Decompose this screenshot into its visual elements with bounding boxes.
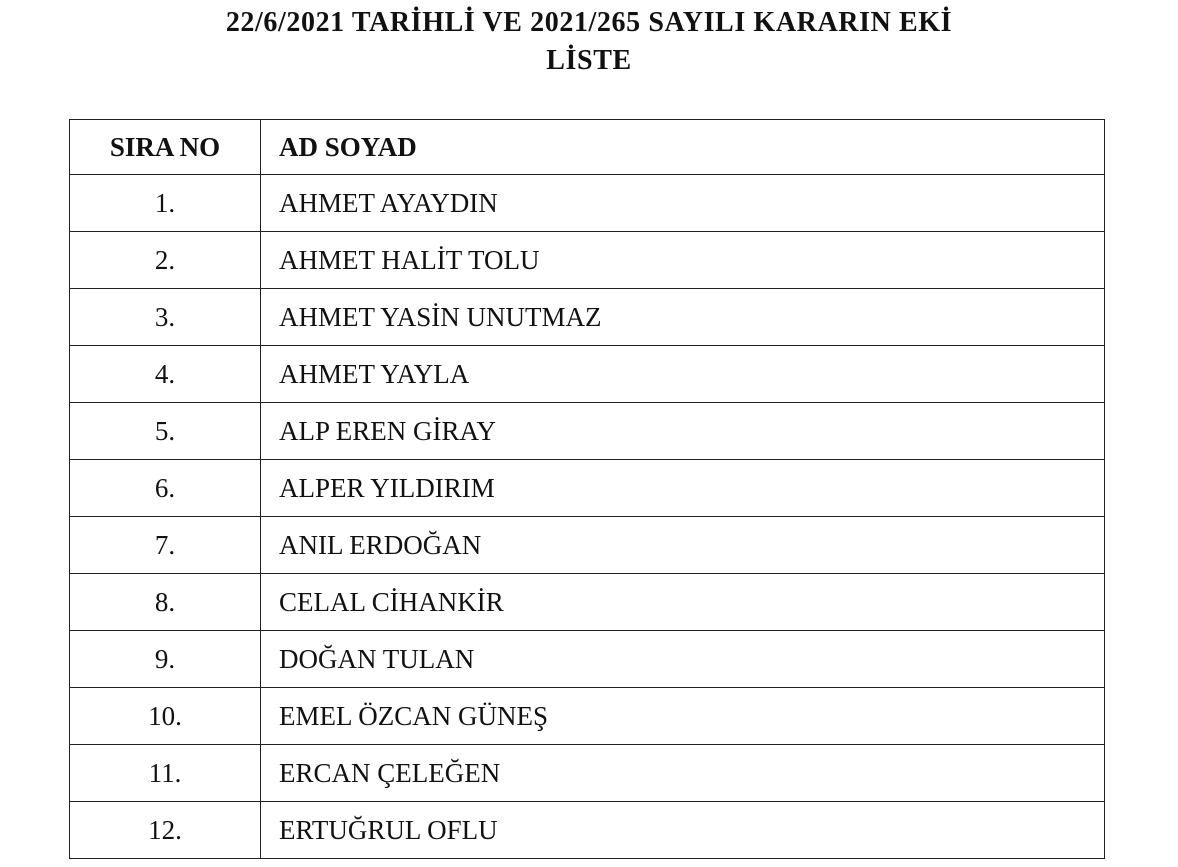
row-name: AHMET YASİN UNUTMAZ [261, 289, 1105, 346]
table-row [70, 574, 1105, 631]
row-number: 1. [70, 175, 261, 232]
table-row [70, 232, 1105, 289]
row-number: 10. [70, 688, 261, 745]
row-name: ERCAN ÇELEĞEN [261, 745, 1105, 802]
row-number: 5. [70, 403, 261, 460]
table-header-row [70, 120, 1105, 175]
row-name: AHMET AYAYDIN [261, 175, 1105, 232]
row-number: 4. [70, 346, 261, 403]
row-number: 2. [70, 232, 261, 289]
row-number: 9. [70, 631, 261, 688]
row-name: CELAL CİHANKİR [261, 574, 1105, 631]
row-number: 3. [70, 289, 261, 346]
table-row [70, 688, 1105, 745]
row-number: 7. [70, 517, 261, 574]
table-row [70, 460, 1105, 517]
row-name: AHMET YAYLA [261, 346, 1105, 403]
row-name: ERTUĞRUL OFLU [261, 802, 1105, 859]
row-number: 6. [70, 460, 261, 517]
row-name: ANIL ERDOĞAN [261, 517, 1105, 574]
row-name: EMEL ÖZCAN GÜNEŞ [261, 688, 1105, 745]
document-subtitle: LİSTE [546, 45, 632, 76]
table-row [70, 403, 1105, 460]
table-row [70, 802, 1105, 859]
row-number: 8. [70, 574, 261, 631]
table-row [70, 289, 1105, 346]
row-name: ALP EREN GİRAY [261, 403, 1105, 460]
row-number: 12. [70, 802, 261, 859]
table-row [70, 175, 1105, 232]
table-row [70, 745, 1105, 802]
row-name: DOĞAN TULAN [261, 631, 1105, 688]
row-number: 11. [70, 745, 261, 802]
header-ad-soyad: AD SOYAD [261, 120, 1105, 175]
table-row [70, 346, 1105, 403]
table-row [70, 517, 1105, 574]
row-name: ALPER YILDIRIM [261, 460, 1105, 517]
table-row [70, 631, 1105, 688]
name-list-table [69, 119, 1105, 859]
document-title: 22/6/2021 TARİHLİ VE 2021/265 SAYILI KARARIN EKİ [225, 7, 953, 38]
row-name: AHMET HALİT TOLU [261, 232, 1105, 289]
header-sira-no: SIRA NO [70, 120, 261, 175]
